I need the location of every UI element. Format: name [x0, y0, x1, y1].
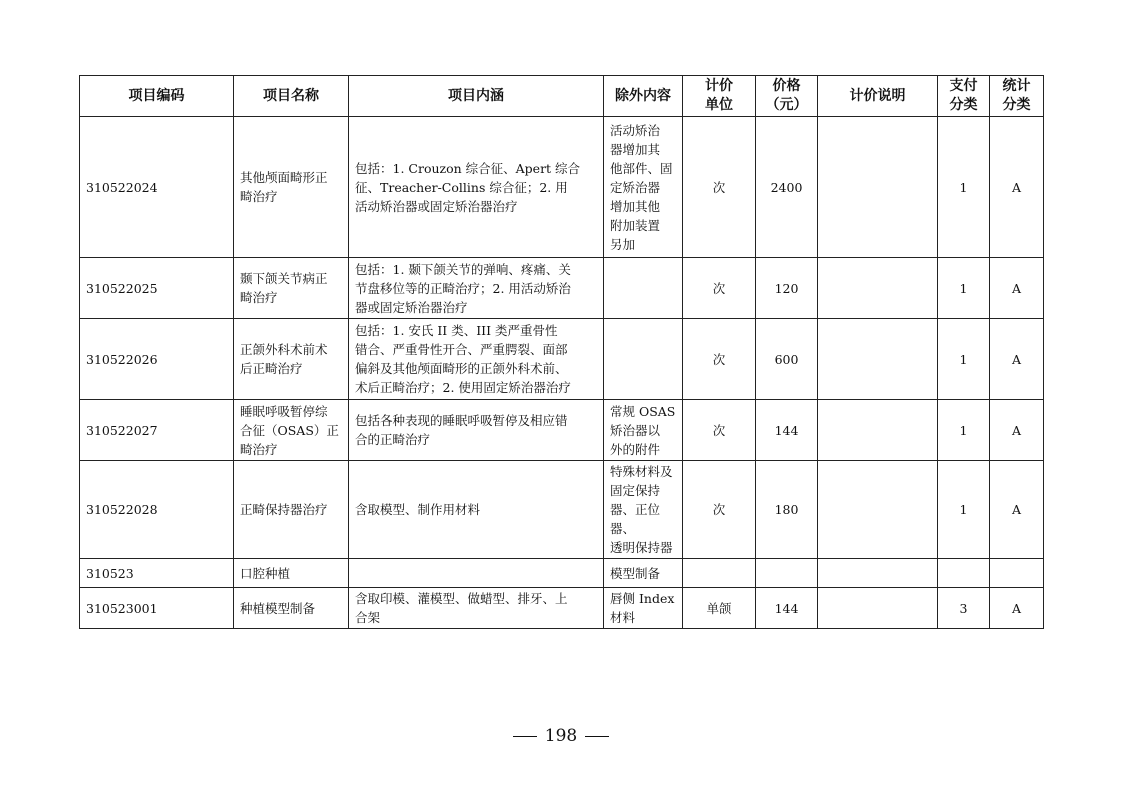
item-pay: 3	[938, 588, 990, 629]
item-note	[818, 258, 938, 319]
table-row	[80, 117, 1044, 258]
item-code: 310522028	[80, 461, 234, 559]
item-content: 含取模型、制作用材料	[349, 461, 604, 559]
item-note	[818, 461, 938, 559]
item-pay: 1	[938, 319, 990, 400]
item-content: 包括：1. 安氏 II 类、III 类严重骨性 错合、严重骨性开合、严重腭裂、面部 偏斜及其他颅面畸形的正颌外科术前、 术后正畸治疗；2. 使用固定矫治器治疗	[349, 319, 604, 400]
item-name: 正畸保持器治疗	[234, 461, 349, 559]
item-exclude: 特殊材料及 固定保持 器、正位器、 透明保持器	[604, 461, 683, 559]
item-content: 包括：1. 颞下颌关节的弹响、疼痛、关 节盘移位等的正畸治疗；2. 用活动矫治 器或固定矫治器治疗	[349, 258, 604, 319]
item-price: 600	[756, 319, 818, 400]
header-price: 价格 （元）	[756, 76, 818, 117]
page-number: 198	[544, 726, 578, 746]
item-name: 口腔种植	[234, 559, 349, 588]
item-name: 正颌外科术前术 后正畸治疗	[234, 319, 349, 400]
header-note: 计价说明	[818, 76, 938, 117]
item-price: 144	[756, 588, 818, 629]
item-unit: 次	[683, 117, 756, 258]
header-exclude: 除外内容	[604, 76, 683, 117]
item-code: 310523001	[80, 588, 234, 629]
item-price: 120	[756, 258, 818, 319]
table-row	[80, 461, 1044, 559]
item-code: 310522025	[80, 258, 234, 319]
item-stat: A	[990, 461, 1044, 559]
header-name: 项目名称	[234, 76, 349, 117]
item-exclude	[604, 258, 683, 319]
item-stat: A	[990, 117, 1044, 258]
item-unit: 次	[683, 258, 756, 319]
item-pay: 1	[938, 117, 990, 258]
item-note	[818, 319, 938, 400]
item-content: 含取印模、灌模型、做蜡型、排牙、上 合架	[349, 588, 604, 629]
item-unit: 单颌	[683, 588, 756, 629]
item-exclude: 常规 OSAS 矫治器以 外的附件	[604, 400, 683, 461]
item-pay	[938, 559, 990, 588]
table-row	[80, 319, 1044, 400]
item-exclude: 模型制备	[604, 559, 683, 588]
item-code: 310522027	[80, 400, 234, 461]
item-code: 310522024	[80, 117, 234, 258]
item-stat: A	[990, 400, 1044, 461]
item-name: 颞下颌关节病正 畸治疗	[234, 258, 349, 319]
item-pay: 1	[938, 461, 990, 559]
item-pay: 1	[938, 400, 990, 461]
page-footer	[0, 726, 1122, 746]
item-exclude	[604, 319, 683, 400]
item-stat: A	[990, 588, 1044, 629]
item-price: 2400	[756, 117, 818, 258]
item-price: 144	[756, 400, 818, 461]
table-row	[80, 400, 1044, 461]
header-pay: 支付 分类	[938, 76, 990, 117]
header-stat: 统计 分类	[990, 76, 1044, 117]
pricing-table	[79, 75, 1044, 629]
item-name: 种植模型制备	[234, 588, 349, 629]
item-note	[818, 559, 938, 588]
item-content: 包括：1. Crouzon 综合征、Apert 综合 征、Treacher-Collins 综合征；2. 用 活动矫治器或固定矫治器治疗	[349, 117, 604, 258]
item-stat	[990, 559, 1044, 588]
item-code: 310523	[80, 559, 234, 588]
item-stat: A	[990, 258, 1044, 319]
item-note	[818, 400, 938, 461]
item-exclude: 活动矫治 器增加其 他部件、固 定矫治器 增加其他 附加装置 另加	[604, 117, 683, 258]
item-unit: 次	[683, 461, 756, 559]
item-price	[756, 559, 818, 588]
table-row	[80, 559, 1044, 588]
item-content: 包括各种表现的睡眠呼吸暂停及相应错 合的正畸治疗	[349, 400, 604, 461]
item-unit: 次	[683, 319, 756, 400]
table-row	[80, 258, 1044, 319]
table-row	[80, 588, 1044, 629]
item-note	[818, 117, 938, 258]
item-name: 其他颅面畸形正 畸治疗	[234, 117, 349, 258]
header-unit: 计价 单位	[683, 76, 756, 117]
item-unit: 次	[683, 400, 756, 461]
footer-dash-right	[585, 736, 609, 737]
header-content: 项目内涵	[349, 76, 604, 117]
item-unit	[683, 559, 756, 588]
header-code: 项目编码	[80, 76, 234, 117]
item-pay: 1	[938, 258, 990, 319]
item-code: 310522026	[80, 319, 234, 400]
item-name: 睡眠呼吸暂停综 合征（OSAS）正 畸治疗	[234, 400, 349, 461]
item-note	[818, 588, 938, 629]
footer-dash-left	[513, 736, 537, 737]
header-row	[80, 76, 1044, 117]
item-price: 180	[756, 461, 818, 559]
item-content	[349, 559, 604, 588]
item-stat: A	[990, 319, 1044, 400]
item-exclude: 唇侧 Index 材料	[604, 588, 683, 629]
